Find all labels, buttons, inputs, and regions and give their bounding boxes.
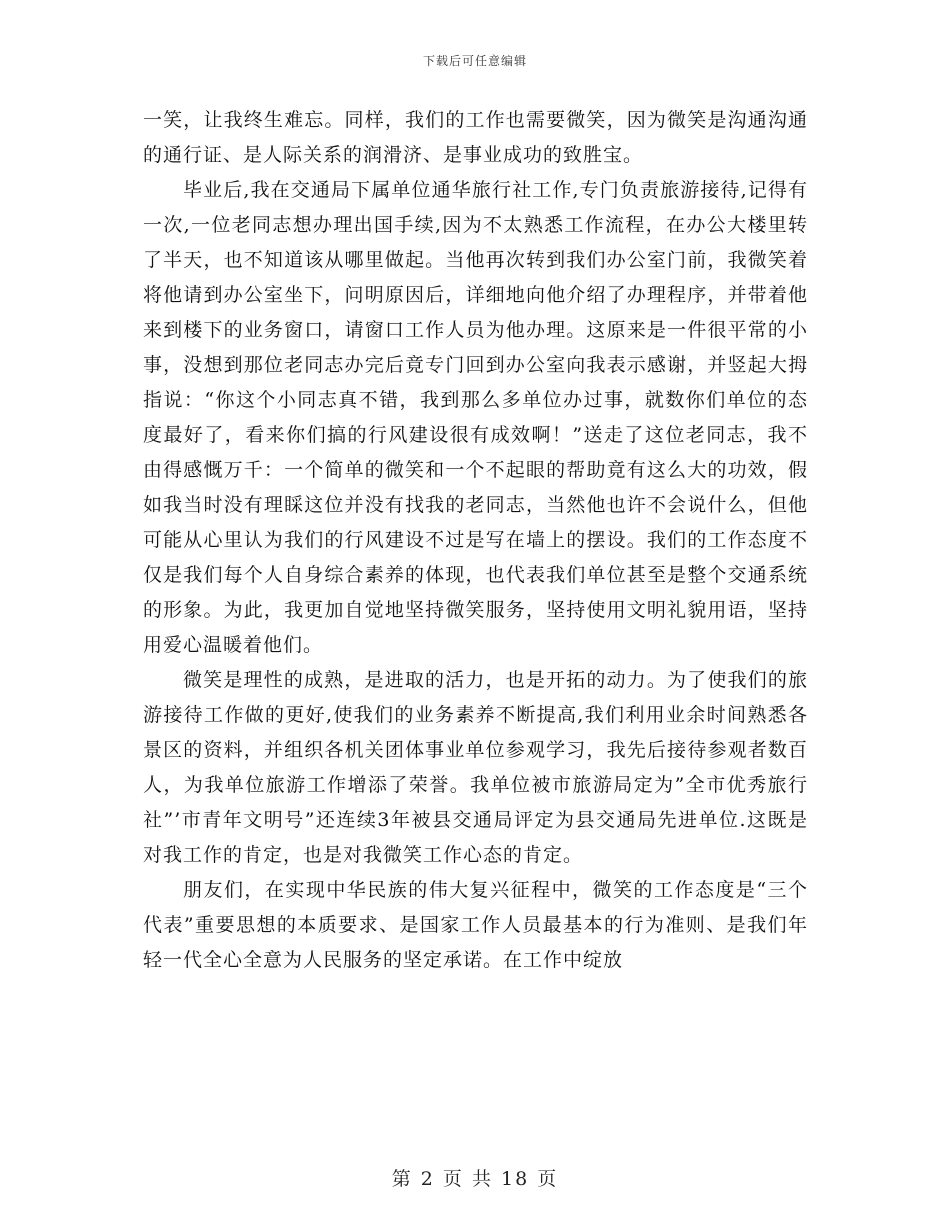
page-number: 第 2 页 共 18 页 bbox=[391, 1168, 559, 1190]
paragraph-smile-maturity: 微笑是理性的成熟，是进取的活力，也是开拓的动力。为了使我们的旅游接待工作做的更好,使我们的业务素养不断提高,我们利用业余时间熟悉各景区的资料，并组织各机关团体事业单位参观学习，我先后接待参观者数百人，为我单位旅游工作增添了荣誉。我单位被市旅游局定为”全市优秀旅行社”’市青年文明号”还连续3年被县交通局评定为县交通局先进单位.这既是对我工作的肯定，也是对我微笑工作心态的肯定。 bbox=[143, 669, 808, 866]
paragraph-continuation: 一笑，让我终生难忘。同样，我们的工作也需要微笑，因为微笑是沟通沟通的通行证、是人际关系的润滑济、是事业成功的致胜宝。 bbox=[143, 109, 808, 166]
document-body bbox=[143, 103, 808, 978]
page-header-note: 下载后可任意编辑 bbox=[422, 54, 527, 68]
paragraph-graduation-story: 毕业后,我在交通局下属单位通华旅行社工作,专门负责旅游接待,记得有一次,一位老同志想办理出国手续,因为不太熟悉工作流程，在办公大楼里转了半天，也不知道该从哪里做起。当他再次转到我们办公室门前，我微笑着将他请到办公室坐下，问明原因后，详细地向他介绍了办理程序，并带着他来到楼下的业务窗口，请窗口工作人员为他办理。这原来是一件很平常的小事，没想到那位老同志办完后竟专门回到办公室向我表示感谢，并竖起大拇指说：“你这个小同志真不错，我到那么多单位办过事，就数你们单位的态度最好了，看来你们搞的行风建设很有成效啊！”送走了这位老同志，我不由得感慨万千：一个简单的微笑和一个不起眼的帮助竟有这么大的功效，假如我当时没有理睬这位并没有找我的老同志，当然他也许不会说什么，但他可能从心里认为我们的行风建设不过是写在墙上的摆设。我们的工作态度不仅是我们每个人自身综合素养的体现，也代表我们单位甚至是整个交通系统的形象。为此，我更加自觉地坚持微笑服务，坚持使用文明礼貌用语，坚持用爱心温暖着他们。 bbox=[143, 179, 808, 656]
paragraph-friends: 朋友们，在实现中华民族的伟大复兴征程中，微笑的工作态度是“三个代表”重要思想的本质要求、是国家工作人员最基本的行为准则、是我们年轻一代全心全意为人民服务的坚定承诺。在工作中绽放 bbox=[143, 879, 808, 971]
